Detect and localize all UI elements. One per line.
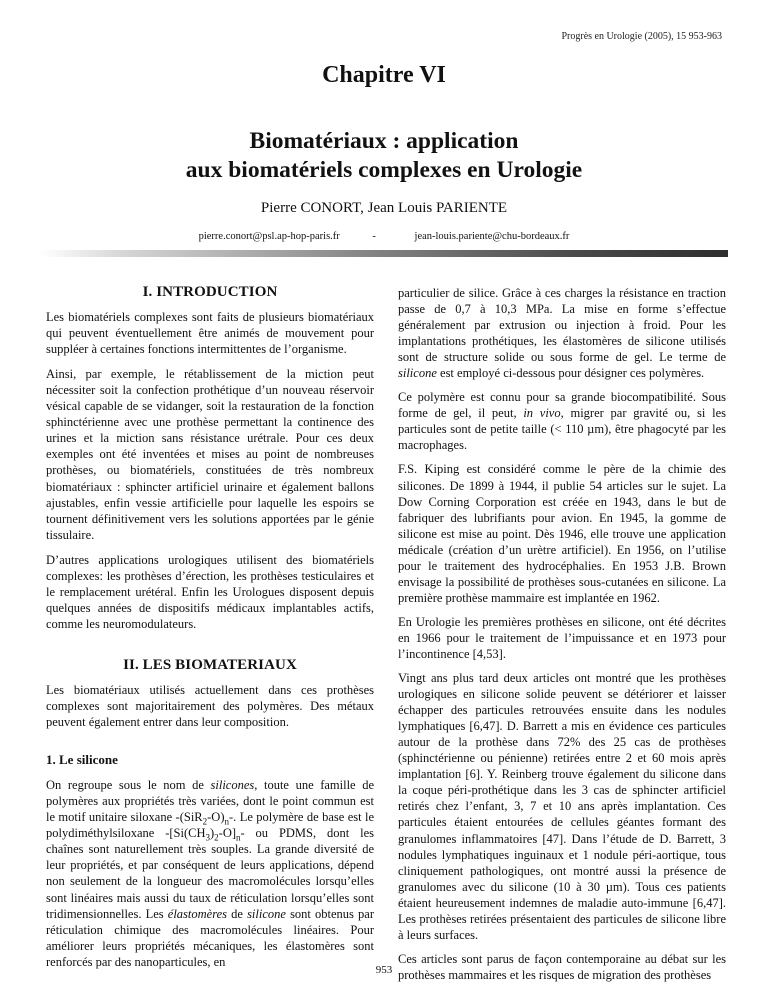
title-line-1: Biomatériaux : application <box>249 128 519 154</box>
article-title <box>0 127 768 185</box>
email-separator: - <box>372 231 376 242</box>
paragraph-particle-studies: Vingt ans plus tard deux articles ont montré que les prothèses urologiques en silicone solide peuvent se détériorer et laisser échapper des particules retrouvées ensuite dans les nodules lymphatiques [6,47]. D. Barrett a mis en évidence ces particules autour de la prothèse dans 72% des 25 cas de prothèses (sphinctérienne ou pénienne) retirées entre 2 et 60 mois après implantation [6]. Y. Reinberg trouve également du silicone dans la coque péri-prothétique dans les 3 cas de sphincter artificiel retirés chez l’enfant, 3, 7 et 10 ans après implantation. Ces particules étaient entourées de cellules géantes formant des granulomes inflammatoires [47]. Dans l’étude de D. Barrett, 3 nodules lymphatiques inguinaux et 1 nodule péri-aortique, tous cliniquement pathologiques, ont montré aussi la présence de granulomes avec du silicone (10 à 30 µm). Tous ces patients étaient heureusement indemnes de maladie auto-immune [6,47]. Les prothèses retirées présentaient des particules de silicone libre à leurs surfaces. <box>398 671 726 942</box>
paragraph-intro-1: Les biomatériels complexes sont faits de plusieurs biomatériaux qui peuvent éventuellement être animés de mouvement pour suppléer à certaines fonctions intermittentes de l’organisme. <box>46 310 374 357</box>
authors: Pierre CONORT, Jean Louis PARIENTE <box>260 200 508 216</box>
section-heading-biomateriaux: II. LES BIOMATERIAUX <box>123 656 297 673</box>
paragraph-silicone-1: On regroupe sous le nom de silicones, toute une famille de polymères aux propriétés très variées, dont le point commun est le motif unitaire siloxane $-(SiR_2-O)_n-$. Le polymère de base est le polydiméthylsiloxane $-[Si(CH_3)_2-O]_n-$ ou PDMS, dont les chaînes sont naturellement très souples. La grande diversité de leur propriétés, et par conséquent de leurs applications, dépend non seulement de la longueur des macromolécules lorsqu’elles sont linéaires mais aussi du taux de réticulation lorsqu’elles sont tridimensionnelles. Les élastomères de silicone sont obtenus par réticulation chimique des macromolécules linéaires. Pour améliorer leurs propriétés mécaniques, les élastomères sont renforcés par des nanoparticules, en <box>46 778 375 969</box>
email-pariente[interactable]: jean-louis.pariente@chu-bordeaux.fr <box>414 231 570 242</box>
paragraph-silicone-2: particulier de silice. Grâce à ces charges la résistance en traction passe de 0,7 à 10,3 MPa. La mise en forme s’effectue généralement par extrusion ou injection à froid. Pour les implantations prothétiques, les élastomères de silicone utilisés sont de structure solide ou sous forme de gel. Le terme de silicone est employé ci-dessous pour désigner ces polymères. <box>398 286 726 381</box>
section-heading-introduction: I. INTRODUCTION <box>142 284 278 300</box>
paragraph-silicone-history: F.S. Kiping est considéré comme le père de la chimie des silicones. De 1899 à 1944, il publie 54 articles sur le sujet. La Dow Corning Corporation est créée en 1943, dans le but de fabriquer des lubrifiants pour avion. En 1945, la gomme de silicone est mise au point. Dès 1946, elle trouve une application médicale (création d’un urètre artificiel). En 1956, on l’utilise pour le traitement des hydrocéphalies. En 1953 J.B. Brown envisage la possibilité de prothèses sous-cutanées en silicone. La première prothèse mammaire est implantée en 1962. <box>398 462 726 605</box>
email-conort[interactable]: pierre.conort@psl.ap-hop-paris.fr <box>198 231 340 242</box>
header-divider <box>40 250 728 257</box>
paragraph-breast-debate: Ces articles sont parus de façon contemporaine au débat sur les prothèses mammaires et les risques de migration des prothèses <box>398 951 726 982</box>
paragraph-urology-prostheses: En Urologie les premières prothèses en silicone, ont été décrites en 1966 pour le traitement de l’impuissance et en 1973 pour l’incontinence [4,53]. <box>398 614 726 661</box>
paragraph-intro-2: Ainsi, par exemple, le rétablissement de la miction peut nécessiter soit la confection prothétique d’un nouveau réservoir vésical capable de se vidanger, soit la restauration de la fonction sphinctérienne avec une prothèse permettant la continence des urines et la miction sans résistance urétrale. Pour ces deux exemples ont été inventées et mises au point de nombreuses prothèses, ou biomatériels, constituées de très nombreux biomatériaux : sphincter artificiel urinaire et également ballons ajustables, enfin vessie artificielle pour laquelle les espoirs se tournent définitivement vers les solutions apportées par le génie tissulaire. <box>46 367 374 542</box>
author-emails <box>0 231 768 242</box>
paragraph-biomateriaux-1: Les biomatériaux utilisés actuellement dans ces prothèses complexes sont majoritairement des polymères. Des métaux peuvent également entrer dans leur composition. <box>46 682 374 730</box>
left-column <box>46 284 374 979</box>
title-line-2: aux biomatériels complexes en Urologie <box>185 157 583 183</box>
page-number: 953 <box>375 964 393 976</box>
subsection-heading-silicone: 1. Le silicone <box>46 752 118 768</box>
paragraph-intro-3: D’autres applications urologiques utilisent des biomatériels complexes: les prothèses d’érection, les prothèses testiculaires et le remplacement urétéral. Enfin les Urologues disposent depuis quelques années de dispositifs médicaux implantables actifs, comme les neuromodulateurs. <box>46 552 374 631</box>
right-column <box>398 285 726 991</box>
journal-reference: Progrès en Urologie (2005), 15 953-963 <box>561 31 722 42</box>
chapter-heading: Chapitre VI <box>322 62 446 88</box>
paragraph-silicone-3: Ce polymère est connu pour sa grande biocompatibilité. Sous forme de gel, il peut, in vivo, migrer par gravité ou, si les particules sont de petite taille (< 110 µm), être phagocyté par les macrophages. <box>398 390 726 453</box>
